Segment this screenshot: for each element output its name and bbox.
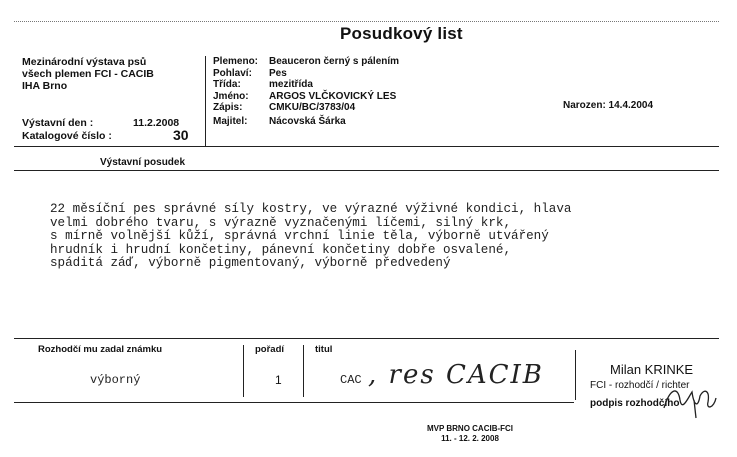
signature-label: podpis rozhodčího xyxy=(590,398,680,409)
breed-label: Plemeno: xyxy=(213,56,259,67)
dog-field-class xyxy=(213,79,399,91)
footer-stamp xyxy=(410,424,530,444)
dog-field-name xyxy=(213,91,399,103)
order-title-divider xyxy=(303,345,304,397)
result-bottom-rule xyxy=(14,402,574,403)
title-judge-divider xyxy=(575,350,576,400)
show-name-block xyxy=(22,56,154,92)
grade-order-divider xyxy=(243,345,244,397)
name-value: ARGOS VLČKOVICKÝ LES xyxy=(269,90,397,102)
owner-label: Majitel: xyxy=(213,115,248,127)
name-label: Jméno: xyxy=(213,90,249,102)
show-name-line-1: Mezinárodní výstava psů xyxy=(22,56,147,68)
registration-value: CMKU/BC/3783/04 xyxy=(269,102,356,114)
catalog-label: Katalogové číslo : xyxy=(22,130,112,142)
footer-line-1: MVP BRNO CACIB-FCI xyxy=(426,424,514,433)
class-label: Třída: xyxy=(213,79,241,91)
title-label: titul xyxy=(315,344,333,355)
assessment-heading-rule xyxy=(14,170,719,171)
assessment-line-2: velmi dobrého tvaru, s výrazně vyznačenými líčemi, silný krk, xyxy=(50,215,512,230)
assessment-line-3: s mírně volnější kůží, správná vrchní linie těla, výborně utvářený xyxy=(50,229,549,244)
order-value: 1 xyxy=(275,373,282,387)
registration-label: Zápis: xyxy=(213,102,243,114)
top-dotted-border xyxy=(14,21,719,22)
header-divider xyxy=(205,56,206,146)
title-typed: CAC xyxy=(340,373,362,387)
header-bottom-rule xyxy=(14,146,719,147)
dog-field-owner xyxy=(213,116,399,128)
judge-name: Milan KRINKE xyxy=(610,362,694,377)
assessment-line-1: 22 měsíční pes správné síly kostry, ve výrazné výživné kondici, hlava xyxy=(50,202,572,216)
result-top-rule xyxy=(14,338,719,339)
footer-line-2: 11. - 12. 2. 2008 xyxy=(441,434,499,443)
owner-value: Nácovská Šárka xyxy=(269,115,346,127)
dog-field-breed xyxy=(213,56,399,68)
assessment-text xyxy=(50,203,571,271)
class-value: mezitřída xyxy=(269,79,313,91)
show-name-line-2: všech plemen FCI - CACIB xyxy=(22,68,154,80)
dog-fields xyxy=(213,56,399,128)
dog-field-registration xyxy=(213,102,399,114)
assessment-line-4: hrudník i hrudní končetiny, pánevní končetiny dobře osvalené, xyxy=(50,242,512,257)
born-date: Narozen: 14.4.2004 xyxy=(563,100,654,111)
grade-value: výborný xyxy=(90,373,141,387)
judge-signature xyxy=(660,378,720,420)
catalog-value: 30 xyxy=(173,127,189,143)
assessment-line-5: spáditá záď, výborně pigmentovaný, výborně předvedený xyxy=(50,256,451,271)
order-label: pořadí xyxy=(255,344,285,355)
show-name-line-3: IHA Brno xyxy=(22,80,68,92)
show-day-value: 11.2.2008 xyxy=(133,117,180,129)
dog-field-sex xyxy=(213,68,399,80)
sex-value: Pes xyxy=(269,67,287,79)
judge-role: FCI - rozhodčí / richter xyxy=(590,380,690,391)
sex-label: Pohlaví: xyxy=(213,67,252,79)
show-day-label: Výstavní den : xyxy=(22,117,94,129)
breed-value: Beauceron černý s pálením xyxy=(269,56,400,67)
title-handwritten: , res CACIB xyxy=(368,360,544,390)
grade-label: Rozhodčí mu zadal známku xyxy=(38,344,163,355)
page-title: Posudkový list xyxy=(340,24,463,43)
assessment-heading: Výstavní posudek xyxy=(100,157,186,168)
